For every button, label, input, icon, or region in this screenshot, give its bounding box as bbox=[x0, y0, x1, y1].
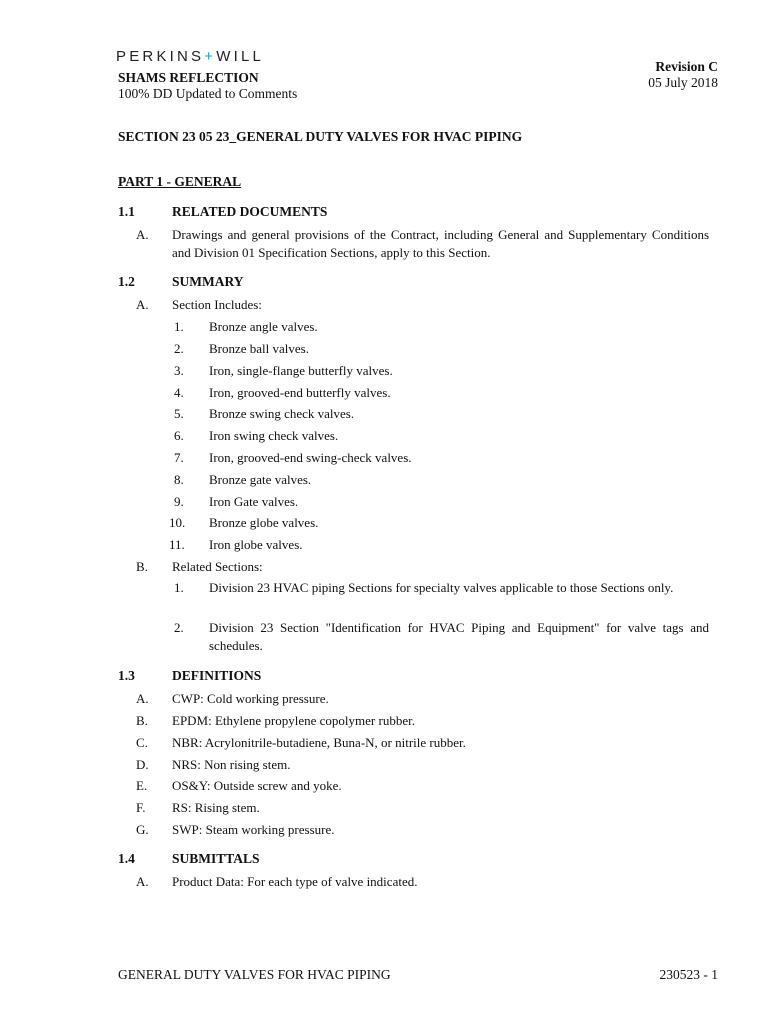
paragraph-letter: B. bbox=[136, 559, 148, 574]
paragraph-letter: F. bbox=[136, 800, 146, 815]
definition-text: RS: Rising stem. bbox=[172, 800, 260, 815]
list-item: Iron, grooved-end swing-check valves. bbox=[209, 450, 412, 465]
paragraph-text: Related Sections: bbox=[172, 559, 263, 574]
list-number: 10. bbox=[169, 515, 186, 530]
list-item: Iron Gate valves. bbox=[209, 494, 299, 509]
revision-date: 05 July 2018 bbox=[648, 75, 718, 90]
article-title: SUBMITTALS bbox=[172, 851, 260, 866]
paragraph-letter: E. bbox=[136, 778, 148, 793]
section-title: SECTION 23 05 23_GENERAL DUTY VALVES FOR HVAC PIPING bbox=[118, 129, 523, 144]
list-number: 3. bbox=[174, 363, 184, 378]
paragraph-letter: A. bbox=[136, 874, 149, 889]
list-item: Iron swing check valves. bbox=[209, 428, 339, 443]
definition-text: SWP: Steam working pressure. bbox=[172, 822, 335, 837]
article-title: RELATED DOCUMENTS bbox=[172, 204, 328, 219]
article-number: 1.2 bbox=[118, 274, 135, 289]
list-item: Division 23 Section "Identification for HVAC Piping and Equipment" for valve tags and schedules. bbox=[209, 620, 709, 653]
list-item: Bronze swing check valves. bbox=[209, 406, 355, 421]
article-title: DEFINITIONS bbox=[172, 668, 262, 683]
paragraph-text: Section Includes: bbox=[172, 297, 262, 312]
project-subtitle: 100% DD Updated to Comments bbox=[118, 86, 298, 101]
list-item: Division 23 HVAC piping Sections for specialty valves applicable to those Sections only. bbox=[209, 580, 674, 595]
list-number: 8. bbox=[174, 472, 184, 487]
list-item: Iron, single-flange butterfly valves. bbox=[209, 363, 393, 378]
logo-plus: + bbox=[204, 48, 217, 65]
paragraph-letter: B. bbox=[136, 713, 148, 728]
definition-text: NRS: Non rising stem. bbox=[172, 757, 291, 772]
definition-text: EPDM: Ethylene propylene copolymer rubber. bbox=[172, 713, 415, 728]
list-number: 2. bbox=[174, 341, 184, 356]
paragraph-letter: A. bbox=[136, 227, 149, 242]
list-number: 2. bbox=[174, 620, 184, 635]
footer-title: GENERAL DUTY VALVES FOR HVAC PIPING bbox=[118, 967, 391, 982]
list-number: 5. bbox=[174, 406, 184, 421]
list-number: 11. bbox=[169, 537, 185, 552]
list-item: Bronze ball valves. bbox=[209, 341, 309, 356]
list-item: Bronze angle valves. bbox=[209, 319, 318, 334]
paragraph-letter: A. bbox=[136, 297, 149, 312]
article-title: SUMMARY bbox=[172, 274, 244, 289]
definition-text: OS&Y: Outside screw and yoke. bbox=[172, 778, 342, 793]
list-number: 1. bbox=[174, 580, 184, 595]
page-number: 230523 - 1 bbox=[659, 967, 718, 982]
paragraph-letter: C. bbox=[136, 735, 148, 750]
article-number: 1.1 bbox=[118, 204, 135, 219]
paragraph-text: Product Data: For each type of valve indicated. bbox=[172, 874, 418, 889]
list-number: 1. bbox=[174, 319, 184, 334]
list-item: Iron globe valves. bbox=[209, 537, 303, 552]
definition-text: NBR: Acrylonitrile-butadiene, Buna-N, or nitrile rubber. bbox=[172, 735, 466, 750]
list-number: 6. bbox=[174, 428, 184, 443]
definition-text: CWP: Cold working pressure. bbox=[172, 691, 329, 706]
paragraph-letter: A. bbox=[136, 691, 149, 706]
company-logo: PERKINS+WILL bbox=[116, 48, 265, 65]
list-number: 7. bbox=[174, 450, 184, 465]
list-item: Bronze gate valves. bbox=[209, 472, 312, 487]
list-item: Iron, grooved-end butterfly valves. bbox=[209, 385, 391, 400]
paragraph-letter: D. bbox=[136, 757, 149, 772]
article-number: 1.4 bbox=[118, 851, 135, 866]
list-number: 9. bbox=[174, 494, 184, 509]
article-number: 1.3 bbox=[118, 668, 135, 683]
part-title: PART 1 - GENERAL bbox=[118, 174, 242, 189]
paragraph-text: Drawings and general provisions of the Contract, including General and Supplementary Conditions and Division 01 Specification Sections, apply to this Section. bbox=[172, 227, 709, 260]
revision-label: Revision C bbox=[655, 59, 718, 74]
project-name: SHAMS REFLECTION bbox=[118, 70, 259, 85]
list-item: Bronze globe valves. bbox=[209, 515, 319, 530]
list-number: 4. bbox=[174, 385, 184, 400]
paragraph-letter: G. bbox=[136, 822, 149, 837]
